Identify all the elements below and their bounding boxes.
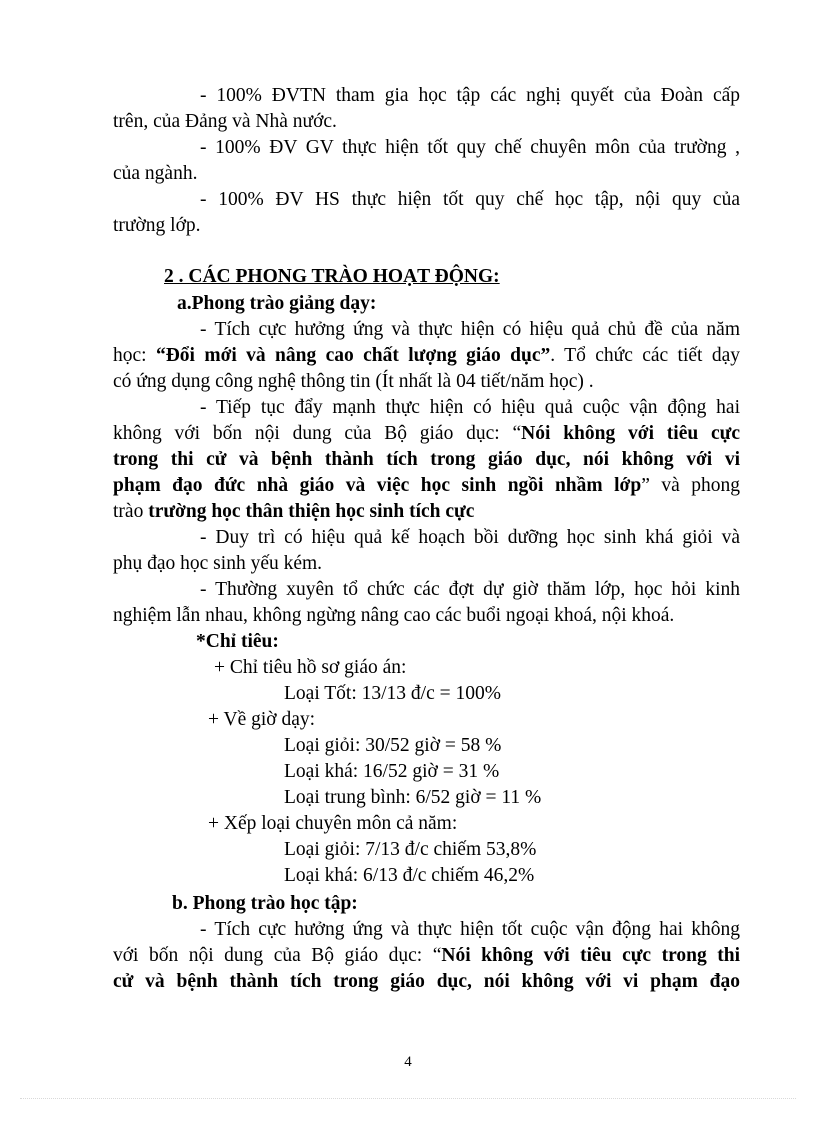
- para2-line4-text: ” và phong: [641, 475, 740, 496]
- para1-line2-text-a: học:: [113, 345, 156, 366]
- target-hours-average: Loại trung bình: 6/52 giờ = 11 %: [284, 787, 542, 808]
- para2-line2: [113, 421, 740, 447]
- subsection-a-title: a.Phong trào giảng dạy:: [177, 293, 377, 314]
- para2-line5: [113, 499, 740, 525]
- para2-line4: [113, 473, 740, 499]
- para1-line1: - Tích cực hưởng ứng và thực hiện có hiệu quả chủ đề của năm: [200, 319, 740, 340]
- bullet-dvhs-line1: - 100% ĐV HS thực hiện tốt quy chế học tập, nội quy của: [200, 189, 740, 210]
- para2-line4-bold: phạm đạo đức nhà giáo và việc học sinh ngồi nhầm lớp: [113, 475, 642, 496]
- target-lesson-plans-good: Loại Tốt: 13/13 đ/c = 100%: [284, 683, 501, 704]
- para2-line2-text-a: không với bốn nội dung của Bộ giáo dục: “: [113, 423, 522, 444]
- theme-quote: “Đổi mới và nâng cao chất lượng giáo dục”: [155, 345, 551, 366]
- para1-line2-text-c: . Tổ chức các tiết dạy: [550, 345, 740, 366]
- para5-line2-bold: Nói không với tiêu cực trong thi: [441, 945, 740, 966]
- para2-line3: trong thi cử và bệnh thành tích trong giáo dục, nói không với vi: [113, 449, 740, 470]
- page-divider: [20, 1098, 796, 1099]
- para5-line1: - Tích cực hưởng ứng và thực hiện tốt cuộc vận động hai không: [200, 919, 740, 940]
- targets-title: *Chỉ tiêu:: [196, 631, 279, 652]
- friendly-school-movement: trường học thân thiện học sinh tích cực: [148, 501, 475, 522]
- para4-line1: - Thường xuyên tổ chức các đợt dự giờ thăm lớp, học hỏi kinh: [200, 579, 740, 600]
- target-hours-good: Loại khá: 16/52 giờ = 31 %: [284, 761, 500, 782]
- para3-line1: - Duy trì có hiệu quả kế hoạch bồi dưỡng học sinh khá giỏi và: [200, 527, 740, 548]
- target-teaching-hours: + Về giờ dạy:: [208, 709, 316, 730]
- bullet-dvgv-line1: - 100% ĐV GV thực hiện tốt quy chế chuyên môn của trường ,: [200, 137, 740, 158]
- bullet-dvtn-line1: - 100% ĐVTN tham gia học tập các nghị quyết của Đoàn cấp: [200, 85, 740, 106]
- para2-line5-text: trào: [113, 501, 149, 522]
- para1-line2: [113, 343, 740, 369]
- para5-line2: [113, 943, 740, 969]
- subsection-b-title: b. Phong trào học tập:: [172, 893, 358, 914]
- para1-line3: có ứng dụng công nghệ thông tin (Ít nhất là 04 tiết/năm học) .: [113, 371, 594, 392]
- target-annual-rating: + Xếp loại chuyên môn cả năm:: [208, 813, 458, 834]
- para2-line2-bold: Nói không với tiêu cực: [521, 423, 740, 444]
- target-rating-excellent: Loại giỏi: 7/13 đ/c chiếm 53,8%: [284, 839, 537, 860]
- target-rating-good: Loại khá: 6/13 đ/c chiếm 46,2%: [284, 865, 535, 886]
- page-number: 4: [404, 1054, 412, 1070]
- para3-line2: phụ đạo học sinh yếu kém.: [113, 553, 323, 574]
- target-hours-excellent: Loại giỏi: 30/52 giờ = 58 %: [284, 735, 502, 756]
- para4-line2: nghiệm lẫn nhau, không ngừng nâng cao các buổi ngoại khoá, nội khoá.: [113, 605, 675, 626]
- para5-line2-text: với bốn nội dung của Bộ giáo dục: “: [113, 945, 442, 966]
- bullet-dvtn-line2: trên, của Đảng và Nhà nước.: [113, 111, 337, 132]
- section-heading: 2 . CÁC PHONG TRÀO HOẠT ĐỘNG:: [164, 266, 500, 287]
- bullet-dvgv-line2: của ngành.: [113, 163, 198, 184]
- target-lesson-plans: + Chỉ tiêu hồ sơ giáo án:: [214, 657, 407, 678]
- bullet-dvhs-line2: trường lớp.: [113, 215, 201, 236]
- para2-line1: - Tiếp tục đẩy mạnh thực hiện có hiệu quả cuộc vận động hai: [200, 397, 740, 418]
- para5-line3: cử và bệnh thành tích trong giáo dục, nói không với vi phạm đạo: [113, 971, 740, 992]
